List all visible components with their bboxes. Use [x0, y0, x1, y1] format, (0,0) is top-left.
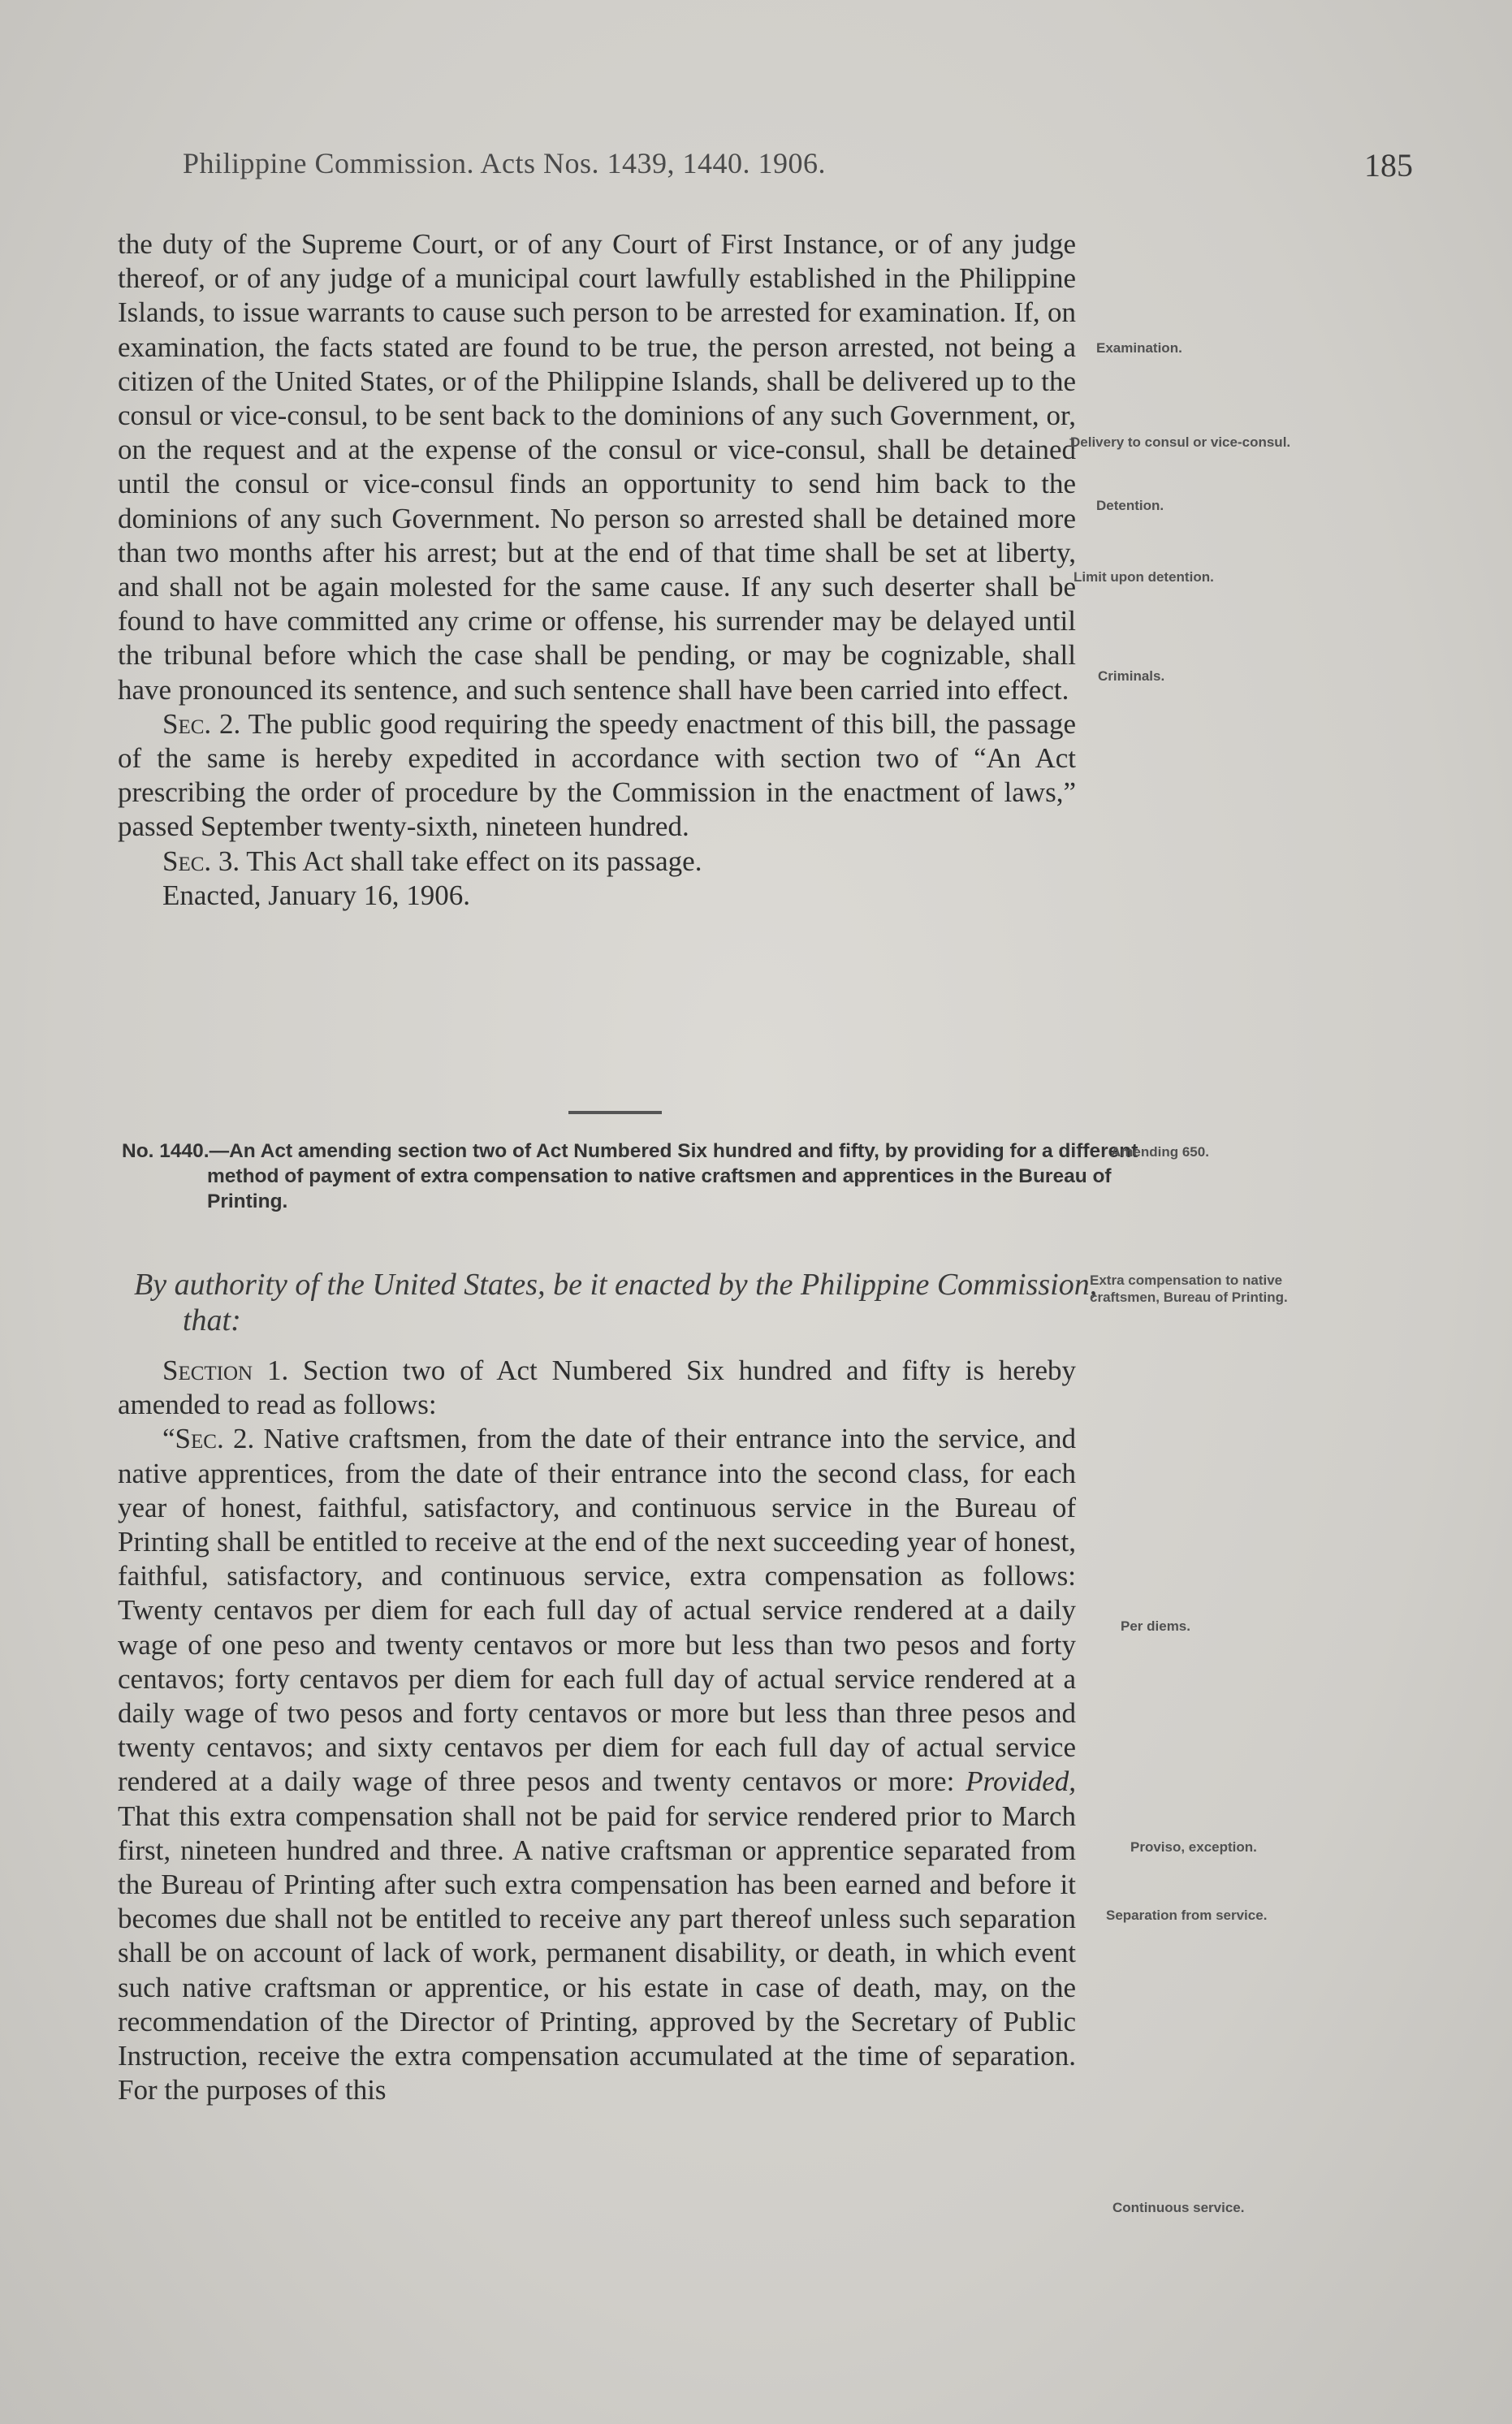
margin-note-separation: Separation from service.: [1106, 1908, 1268, 1923]
margin-note-extra-compensation: Extra compensation to native craftsmen, Bureau of Printing.: [1090, 1272, 1288, 1305]
margin-note-limit: Limit upon detention.: [1074, 569, 1214, 585]
margin-note-examination: Examination.: [1096, 340, 1182, 356]
body-text-lower: [118, 1354, 1076, 2107]
section-divider: [568, 1111, 662, 1114]
page-number: 185: [1364, 147, 1413, 184]
section-text: This Act shall take effect on its passage.: [246, 845, 702, 877]
section-label: Sec. 2.: [162, 707, 241, 740]
section-2-paragraph: [118, 707, 1076, 845]
margin-note-criminals: Criminals.: [1098, 668, 1165, 684]
paragraph-deserters: the duty of the Supreme Court, or of any Court of First Instance, or of any judge thereof, or of any judge of a municipal court lawfully established in the Philippine Islands, to issue warrants to cause such person to be arrested for examination. If, on examination, the facts stated are found to be true, the person arrested, not being a citizen of the United States, or of the Philippine Islands, shall be delivered up to the consul or vice-consul, to be sent back to the dominions of any such Government, or, on the request and at the expense of the consul or vice-consul, shall be detained until the consul or vice-consul finds an opportunity to send him back to the dominions of any such Government. No person so arrested shall be detained more than two months after his arrest; but at the end of that time shall be set at liberty, and shall not be again molested for the same cause. If any such deserter shall be found to have committed any crime or offense, his surrender may be delayed until the tribunal before which the case shall be pending, or may be cognizable, shall have pronounced its sentence, and such sentence shall have been carried into effect.: [118, 228, 1076, 706]
section-text: Section two of Act Numbered Six hundred and fifty is hereby amended to read as follows:: [118, 1355, 1076, 1421]
section-1-paragraph: [118, 1354, 1076, 1422]
margin-note-delivery: Delivery to consul or vice-consul.: [1070, 434, 1291, 450]
section-text: Native craftsmen, from the date of their entrance into the service, and native apprentices, from the date of their entrance into the second class, for each year of honest, faithful, satisfactory, and continuous service in the Bureau of Printing shall be entitled to receive at the end of the next succeeding year of honest, faithful, satisfactory, and continuous service, extra compensation as follows: Twenty centavos per diem for each full day of actual service rendered at a daily wage of one peso and twenty centavos or more but less than two pesos and forty centavos; forty centavos per diem for each full day of actual service rendered at a daily wage of two pesos and forty centavos or more but less than three pesos and twenty centavos; and sixty centavos per diem for each full day of actual service rendered at a daily wage of three pesos and twenty centavos or more:: [118, 1423, 1076, 1798]
section-label: Sec. 3.: [162, 845, 240, 877]
margin-note-continuous-service: Continuous service.: [1112, 2200, 1245, 2215]
section-label: “Sec. 2.: [162, 1423, 255, 1455]
enacting-clause: By authority of the United States, be it enacted by the Philippine Commission, that:: [134, 1268, 1098, 1337]
section-text: The public good requiring the speedy enactment of this bill, the passage of the same is hereby expedited in accordance with section two of “An Act prescribing the order of procedure by the Commission in the enactment of laws,” passed September twenty-sixth, nineteen hundred.: [118, 707, 1076, 843]
section-text: That this extra compensation shall not be paid for service rendered prior to March first, nineteen hundred and three. A native craftsman or apprentice separated from the Bureau of Printing after such extra compensation has been earned and before it becomes due shall not be entitled to receive any part thereof unless such separation shall be on account of lack of work, permanent disability, or death, in which event such native craftsman or apprentice, or his estate in case of death, may, on the recommendation of the Director of Printing, approved by the Secretary of Public Instruction, receive the extra compensation accumulated at the time of separation. For the purposes of this: [118, 1800, 1076, 2106]
quoted-section-2-paragraph: [118, 1422, 1076, 2107]
act-title: No. 1440.—An Act amending section two of Act Numbered Six hundred and fifty, by providing for a different method of payment of extra compensation to native craftsmen and apprentices in the Bureau of Printing.: [122, 1140, 1138, 1212]
section-label: Section 1.: [162, 1355, 289, 1386]
margin-note-detention: Detention.: [1096, 498, 1164, 513]
enacted-date: Enacted, January 16, 1906.: [162, 879, 471, 911]
running-header: Philippine Commission. Acts Nos. 1439, 1440. 1906.: [183, 147, 827, 179]
margin-note-amending: Amending 650.: [1111, 1144, 1209, 1160]
section-3-paragraph: [118, 845, 1076, 879]
margin-note-proviso: Proviso, exception.: [1130, 1839, 1257, 1855]
proviso-word: Provided,: [966, 1765, 1077, 1798]
body-text-upper: [118, 227, 1076, 913]
margin-note-per-diems: Per diems.: [1121, 1618, 1190, 1634]
